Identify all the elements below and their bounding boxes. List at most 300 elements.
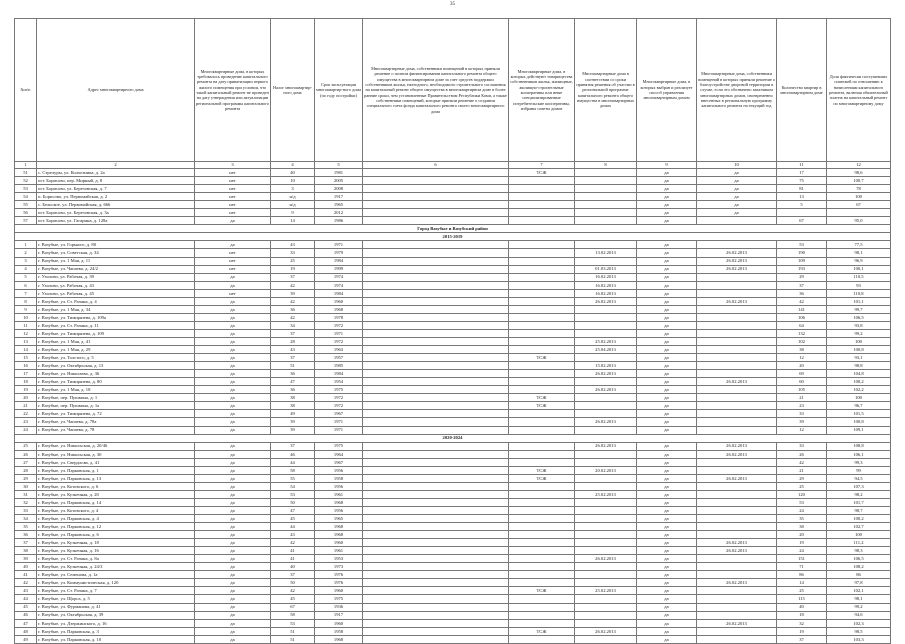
row-number-cell: 40 xyxy=(15,563,37,571)
payment-share-cell: 98,8 xyxy=(827,362,891,370)
table-row xyxy=(15,466,891,474)
owner-decision-cell xyxy=(363,579,509,587)
row-number-cell: 13 xyxy=(15,337,37,345)
service-life-cell: 1968 xyxy=(315,305,363,313)
tax-cell: 45 xyxy=(271,595,315,603)
tax-cell: 58 xyxy=(271,611,315,619)
table-body-prior xyxy=(15,169,891,225)
address-cell: г. Ухолово, ул. Рабочая, д. 45 xyxy=(37,289,195,297)
hoa-cell xyxy=(509,337,575,345)
payment-share-cell: 97,8 xyxy=(827,579,891,587)
improvement-date-cell xyxy=(697,321,777,329)
column-header: Доля фактически поступивших платежей по отношению к начислениям капитального ремонта, включая обязательный платеж на капитальный ремонт по многоквартирному дому xyxy=(827,19,891,162)
row-number-cell: 37 xyxy=(15,539,37,547)
participation-date-cell: 01.03.2013 xyxy=(575,265,637,273)
management-chosen-cell: да xyxy=(637,490,697,498)
repair-required-cell: нет xyxy=(195,201,271,209)
apartment-count-cell: 23 xyxy=(777,402,827,410)
row-number-cell: 5 xyxy=(15,273,37,281)
improvement-date-cell xyxy=(697,394,777,402)
table-row xyxy=(15,313,891,321)
table-row xyxy=(15,523,891,531)
tax-cell: н/д xyxy=(271,193,315,201)
improvement-date-cell: 26.02.2013 xyxy=(697,297,777,305)
table-row xyxy=(15,346,891,354)
hoa-cell xyxy=(509,418,575,426)
row-number-cell: 26 xyxy=(15,450,37,458)
repair-required-cell: да xyxy=(195,370,271,378)
row-number-cell: 22 xyxy=(15,410,37,418)
management-chosen-cell: да xyxy=(637,177,697,185)
service-life-cell: 1984 xyxy=(315,257,363,265)
hoa-cell xyxy=(509,635,575,643)
participation-date-cell xyxy=(575,329,637,337)
column-header: Количество квартир в многоквартирном доме xyxy=(777,19,827,162)
service-life-cell: 1999 xyxy=(315,265,363,273)
address-cell: г. Вазубые, ул. Свердлова, д. 41 xyxy=(37,458,195,466)
address-cell: г. Вазубые, ул. Парковская, д. 4 xyxy=(37,515,195,523)
repair-required-cell: да xyxy=(195,410,271,418)
repair-required-cell: да xyxy=(195,523,271,531)
table-row xyxy=(15,587,891,595)
apartment-count-cell: 38 xyxy=(777,523,827,531)
participation-date-cell xyxy=(575,201,637,209)
management-chosen-cell: да xyxy=(637,297,697,305)
service-life-cell: 1975 xyxy=(315,442,363,450)
address-cell: г. Вазубые, ул. Тимирязева, д. 72 xyxy=(37,410,195,418)
service-life-cell: 1979 xyxy=(315,249,363,257)
apartment-count-cell: 25 xyxy=(777,482,827,490)
tax-cell: 42 xyxy=(271,539,315,547)
payment-share-cell: 108,2 xyxy=(827,563,891,571)
table-row xyxy=(15,193,891,201)
tax-cell: 28 xyxy=(271,337,315,345)
tax-cell: 44 xyxy=(271,458,315,466)
repair-required-cell: да xyxy=(195,362,271,370)
address-cell: г. Вазубые, ул. Ст. Разина, д. 11 xyxy=(37,321,195,329)
table-row xyxy=(15,547,891,555)
service-life-cell: 2012 xyxy=(315,209,363,217)
repair-required-cell: да xyxy=(195,547,271,555)
owner-decision-cell xyxy=(363,209,509,217)
improvement-date-cell: 26.02.2013 xyxy=(697,619,777,627)
hoa-cell: ТСЖ xyxy=(509,474,575,482)
repair-required-cell: да xyxy=(195,627,271,635)
apartment-count-cell: 67 xyxy=(777,217,827,225)
row-number-cell: 14 xyxy=(15,346,37,354)
service-life-cell: 1956 xyxy=(315,506,363,514)
payment-share-cell: 102,1 xyxy=(827,587,891,595)
service-life-cell: 1956 xyxy=(315,466,363,474)
owner-decision-cell xyxy=(363,474,509,482)
owner-decision-cell xyxy=(363,394,509,402)
row-number-cell: 12 xyxy=(15,329,37,337)
repair-required-cell: да xyxy=(195,394,271,402)
service-life-cell: 1958 xyxy=(315,474,363,482)
participation-date-cell xyxy=(575,177,637,185)
row-number-cell: 29 xyxy=(15,474,37,482)
row-number-cell: 33 xyxy=(15,506,37,514)
apartment-count-cell: 33 xyxy=(777,410,827,418)
row-number-cell: 8 xyxy=(15,297,37,305)
apartment-count-cell: 69 xyxy=(777,370,827,378)
apartment-count-cell: 151 xyxy=(777,555,827,563)
apartment-count-cell: 120 xyxy=(777,490,827,498)
apartment-count-cell: 39 xyxy=(777,418,827,426)
improvement-date-cell: 26.02.2013 xyxy=(697,249,777,257)
payment-share-cell: 99,2 xyxy=(827,329,891,337)
management-chosen-cell: да xyxy=(637,482,697,490)
row-number-cell: 42 xyxy=(15,579,37,587)
address-cell: г. Ухолово, ул. Рабочая, д. 43 xyxy=(37,281,195,289)
repair-required-cell: да xyxy=(195,273,271,281)
management-chosen-cell: да xyxy=(637,265,697,273)
tax-cell: 40 xyxy=(271,169,315,177)
payment-share-cell: 98,6 xyxy=(827,169,891,177)
hoa-cell: ТСЖ xyxy=(509,587,575,595)
participation-date-cell xyxy=(575,571,637,579)
owner-decision-cell xyxy=(363,177,509,185)
hoa-cell xyxy=(509,177,575,185)
repair-required-cell: нет xyxy=(195,169,271,177)
improvement-date-cell: да xyxy=(697,169,777,177)
management-chosen-cell: да xyxy=(637,474,697,482)
row-number-cell: 49 xyxy=(15,635,37,643)
owner-decision-cell xyxy=(363,482,509,490)
row-number-cell: 9 xyxy=(15,305,37,313)
address-cell: г. Вазубые, ул. Чапаева, д. 78 xyxy=(37,426,195,434)
participation-date-cell xyxy=(575,193,637,201)
address-cell: г. Вазубые, ул. 1 Мая, д. 18 xyxy=(37,386,195,394)
table-row xyxy=(15,458,891,466)
section-title: Город Вазубые и Вазубский район xyxy=(15,225,891,233)
payment-share-cell: 106,5 xyxy=(827,555,891,563)
period-label: 2020-2024 xyxy=(15,434,891,442)
tax-cell: 36 xyxy=(271,370,315,378)
owner-decision-cell xyxy=(363,249,509,257)
management-chosen-cell: да xyxy=(637,563,697,571)
participation-date-cell: 16.02.2013 xyxy=(575,289,637,297)
hoa-cell xyxy=(509,531,575,539)
table-row xyxy=(15,595,891,603)
tax-cell: 51 xyxy=(271,362,315,370)
participation-date-cell xyxy=(575,169,637,177)
tax-cell: 43 xyxy=(271,346,315,354)
repair-required-cell: да xyxy=(195,490,271,498)
address-cell: г. Вазубые, ул. Парковская, д. 6 xyxy=(37,531,195,539)
apartment-count-cell: 38 xyxy=(777,346,827,354)
owner-decision-cell xyxy=(363,313,509,321)
tax-cell: 53 xyxy=(271,619,315,627)
owner-decision-cell xyxy=(363,627,509,635)
tax-cell: 14 xyxy=(271,217,315,225)
address-cell: г. Вазубые, ул. Парковская, д. 3 xyxy=(37,627,195,635)
participation-date-cell xyxy=(575,313,637,321)
address-cell: г. Вазубые, ул. Кузнечная, д. 20 xyxy=(37,490,195,498)
address-cell: г. Вазубые, ул. Коммунистическая, д. 120 xyxy=(37,579,195,587)
participation-date-cell xyxy=(575,523,637,531)
hoa-cell xyxy=(509,498,575,506)
tax-cell: 47 xyxy=(271,378,315,386)
owner-decision-cell xyxy=(363,571,509,579)
owner-decision-cell xyxy=(363,563,509,571)
service-life-cell: 1971 xyxy=(315,426,363,434)
management-chosen-cell: да xyxy=(637,571,697,579)
participation-date-cell xyxy=(575,241,637,249)
service-life-cell: 1963 xyxy=(315,346,363,354)
management-chosen-cell: да xyxy=(637,587,697,595)
repair-required-cell: да xyxy=(195,555,271,563)
participation-date-cell: 25.02.2013 xyxy=(575,490,637,498)
table-row xyxy=(15,201,891,209)
participation-date-cell xyxy=(575,539,637,547)
hoa-cell xyxy=(509,297,575,305)
column-number: 3 xyxy=(195,162,271,169)
owner-decision-cell xyxy=(363,337,509,345)
repair-required-cell: да xyxy=(195,531,271,539)
hoa-cell xyxy=(509,305,575,313)
tax-cell: 37 xyxy=(271,329,315,337)
tax-cell: 33 xyxy=(271,249,315,257)
service-life-cell: 1968 xyxy=(315,498,363,506)
address-cell: г. Вазубые, ул. Толстого, д. 5 xyxy=(37,354,195,362)
management-chosen-cell: да xyxy=(637,442,697,450)
address-cell: г. Вазубые, ул. Октябрьская, д. 13 xyxy=(37,362,195,370)
payment-share-cell: 108,8 xyxy=(827,442,891,450)
management-chosen-cell: да xyxy=(637,209,697,217)
service-life-cell: 1960 xyxy=(315,619,363,627)
repair-required-cell: да xyxy=(195,506,271,514)
tax-cell: 10 xyxy=(271,177,315,185)
row-number-cell: 34 xyxy=(15,515,37,523)
repair-required-cell: да xyxy=(195,498,271,506)
payment-share-cell: 98,7 xyxy=(827,506,891,514)
owner-decision-cell xyxy=(363,378,509,386)
repair-required-cell: да xyxy=(195,603,271,611)
management-chosen-cell: да xyxy=(637,579,697,587)
table-row xyxy=(15,619,891,627)
payment-share-cell: 101,7 xyxy=(827,498,891,506)
table-row xyxy=(15,426,891,434)
table-row xyxy=(15,555,891,563)
management-chosen-cell: да xyxy=(637,386,697,394)
owner-decision-cell xyxy=(363,297,509,305)
improvement-date-cell xyxy=(697,563,777,571)
address-cell: г. Вазубые, ул. Тимирязева, д. 109 xyxy=(37,329,195,337)
address-cell: г. Вазубые, ул. Чапаева, д. 78а xyxy=(37,418,195,426)
hoa-cell xyxy=(509,571,575,579)
management-chosen-cell: да xyxy=(637,595,697,603)
owner-decision-cell xyxy=(363,185,509,193)
table-row xyxy=(15,337,891,345)
participation-date-cell xyxy=(575,563,637,571)
hoa-cell xyxy=(509,563,575,571)
service-life-cell: 1975 xyxy=(315,386,363,394)
management-chosen-cell: да xyxy=(637,378,697,386)
tax-cell: н/д xyxy=(271,201,315,209)
management-chosen-cell: да xyxy=(637,426,697,434)
column-number: 5 xyxy=(315,162,363,169)
address-cell: г. Вазубые, ул. Парковская, д. 12 xyxy=(37,523,195,531)
service-life-cell: 2008 xyxy=(315,185,363,193)
service-life-cell: 1976 xyxy=(315,571,363,579)
table-row xyxy=(15,539,891,547)
management-chosen-cell: да xyxy=(637,531,697,539)
tax-cell: 50 xyxy=(271,579,315,587)
repair-required-cell: да xyxy=(195,378,271,386)
apartment-count-cell: 132 xyxy=(777,329,827,337)
owner-decision-cell xyxy=(363,305,509,313)
service-life-cell: 1976 xyxy=(315,579,363,587)
management-chosen-cell: да xyxy=(637,458,697,466)
tax-cell: 42 xyxy=(271,281,315,289)
owner-decision-cell xyxy=(363,217,509,225)
service-life-cell: 1957 xyxy=(315,354,363,362)
hoa-cell xyxy=(509,595,575,603)
repair-required-cell: нет xyxy=(195,209,271,217)
address-cell: г. Вазубые, ул. Парковская, д. 1 xyxy=(37,466,195,474)
participation-date-cell: 26.02.2013 xyxy=(575,418,637,426)
table-row xyxy=(15,362,891,370)
service-life-cell: 1974 xyxy=(315,273,363,281)
row-number-cell: 54 xyxy=(15,193,37,201)
improvement-date-cell: 26.02.2013 xyxy=(697,547,777,555)
row-number-cell: 6 xyxy=(15,281,37,289)
table-row xyxy=(15,241,891,249)
table-row xyxy=(15,418,891,426)
tax-cell: 45 xyxy=(271,515,315,523)
table-row xyxy=(15,257,891,265)
management-chosen-cell: да xyxy=(637,193,697,201)
address-cell: г. Вазубые, ул. Никольская, д. 20/46 xyxy=(37,442,195,450)
repair-required-cell: нет xyxy=(195,193,271,201)
management-chosen-cell: да xyxy=(637,555,697,563)
address-cell: г. Вазубые, ул. Котовского, д. 4 xyxy=(37,506,195,514)
improvement-date-cell xyxy=(697,418,777,426)
column-header: Адрес многоквартирного дома xyxy=(37,19,195,162)
tax-cell: 51 xyxy=(271,635,315,643)
hoa-cell xyxy=(509,482,575,490)
service-life-cell: 1975 xyxy=(315,595,363,603)
owner-decision-cell xyxy=(363,611,509,619)
participation-date-cell: 15.02.2013 xyxy=(575,362,637,370)
improvement-date-cell xyxy=(697,281,777,289)
hoa-cell xyxy=(509,313,575,321)
column-header: Многоквартирные дома, в которых действуют товарищества собственников жилья, жилищные, жилищно-строительные кооперативы или иные специализированные потребительские кооперативы, избраны советы домов xyxy=(509,19,575,162)
repair-required-cell: да xyxy=(195,571,271,579)
apartment-count-cell: 64 xyxy=(777,321,827,329)
management-chosen-cell: да xyxy=(637,321,697,329)
table-row xyxy=(15,370,891,378)
payment-share-cell: 100 xyxy=(827,394,891,402)
hoa-cell xyxy=(509,458,575,466)
row-number-cell: 57 xyxy=(15,217,37,225)
improvement-date-cell xyxy=(697,587,777,595)
participation-date-cell xyxy=(575,305,637,313)
management-chosen-cell: да xyxy=(637,410,697,418)
table-row xyxy=(15,603,891,611)
owner-decision-cell xyxy=(363,418,509,426)
address-cell: п. Борисово, ул. Первомайская, д. 2 xyxy=(37,193,195,201)
address-cell: с. Бельское, ул. Первомайская, д. 666 xyxy=(37,201,195,209)
payment-share-cell: 102,2 xyxy=(827,386,891,394)
repair-required-cell: да xyxy=(195,515,271,523)
apartment-count-cell: 37 xyxy=(777,281,827,289)
repair-required-cell: да xyxy=(195,635,271,643)
service-life-cell: 1961 xyxy=(315,490,363,498)
owner-decision-cell xyxy=(363,619,509,627)
management-chosen-cell: да xyxy=(637,498,697,506)
improvement-date-cell: 26.02.2013 xyxy=(697,450,777,458)
owner-decision-cell xyxy=(363,515,509,523)
participation-date-cell xyxy=(575,595,637,603)
address-cell: г. Вазубые, ул. 1 Мая, д. 11 xyxy=(37,257,195,265)
address-cell: г. Вазубые, пер. Пушкина, д. 1 xyxy=(37,394,195,402)
table-row xyxy=(15,249,891,257)
column-number: 7 xyxy=(509,162,575,169)
service-life-cell: 1984 xyxy=(315,289,363,297)
row-number-cell: 28 xyxy=(15,466,37,474)
apartment-count-cell: 32 xyxy=(777,619,827,627)
improvement-date-cell xyxy=(697,458,777,466)
owner-decision-cell xyxy=(363,539,509,547)
payment-share-cell: 100,8 xyxy=(827,418,891,426)
service-life-cell: 1968 xyxy=(315,635,363,643)
apartment-count-cell: 12 xyxy=(777,354,827,362)
hoa-cell xyxy=(509,539,575,547)
service-life-cell: 1936 xyxy=(315,603,363,611)
apartment-count-cell: 24 xyxy=(777,506,827,514)
payment-share-cell: 98,2 xyxy=(827,490,891,498)
management-chosen-cell: да xyxy=(637,185,697,193)
period-row xyxy=(15,434,891,442)
hoa-cell: ТСЖ xyxy=(509,466,575,474)
service-life-cell: 1917 xyxy=(315,611,363,619)
service-life-cell: 1917 xyxy=(315,193,363,201)
table-row xyxy=(15,490,891,498)
repair-required-cell: да xyxy=(195,426,271,434)
apartment-count-cell: 40 xyxy=(777,603,827,611)
hoa-cell xyxy=(509,346,575,354)
payment-share-cell: 67 xyxy=(827,201,891,209)
address-cell: пгт. Борисово, ул. Березовская, д. 3а xyxy=(37,209,195,217)
tax-cell: 47 xyxy=(271,506,315,514)
tax-cell: 43 xyxy=(271,241,315,249)
hoa-cell xyxy=(509,329,575,337)
payment-share-cell: 106,5 xyxy=(827,313,891,321)
column-number: 9 xyxy=(637,162,697,169)
column-header: Налог многоквартир-ного дома xyxy=(271,19,315,162)
table-body-period-1 xyxy=(15,241,891,434)
improvement-date-cell xyxy=(697,531,777,539)
management-chosen-cell: да xyxy=(637,523,697,531)
address-cell: с. Стрелуры, ул. Колхозника, д. 2а xyxy=(37,169,195,177)
management-chosen-cell: да xyxy=(637,201,697,209)
improvement-date-cell: 26.02.2013 xyxy=(697,442,777,450)
improvement-date-cell xyxy=(697,354,777,362)
hoa-cell xyxy=(509,386,575,394)
tax-cell: 40 xyxy=(271,563,315,571)
apartment-count-cell: 19 xyxy=(777,539,827,547)
address-cell: г. Вазубые, ул. Щорса, д. 5 xyxy=(37,595,195,603)
management-chosen-cell: да xyxy=(637,619,697,627)
address-cell: г. Вазубые, ул. 1 Мая, д. 41 xyxy=(37,337,195,345)
owner-decision-cell xyxy=(363,257,509,265)
management-chosen-cell: да xyxy=(637,515,697,523)
repair-required-cell: нет xyxy=(195,185,271,193)
apartment-count-cell: 60 xyxy=(777,378,827,386)
participation-date-cell: 20.02.2013 xyxy=(575,466,637,474)
